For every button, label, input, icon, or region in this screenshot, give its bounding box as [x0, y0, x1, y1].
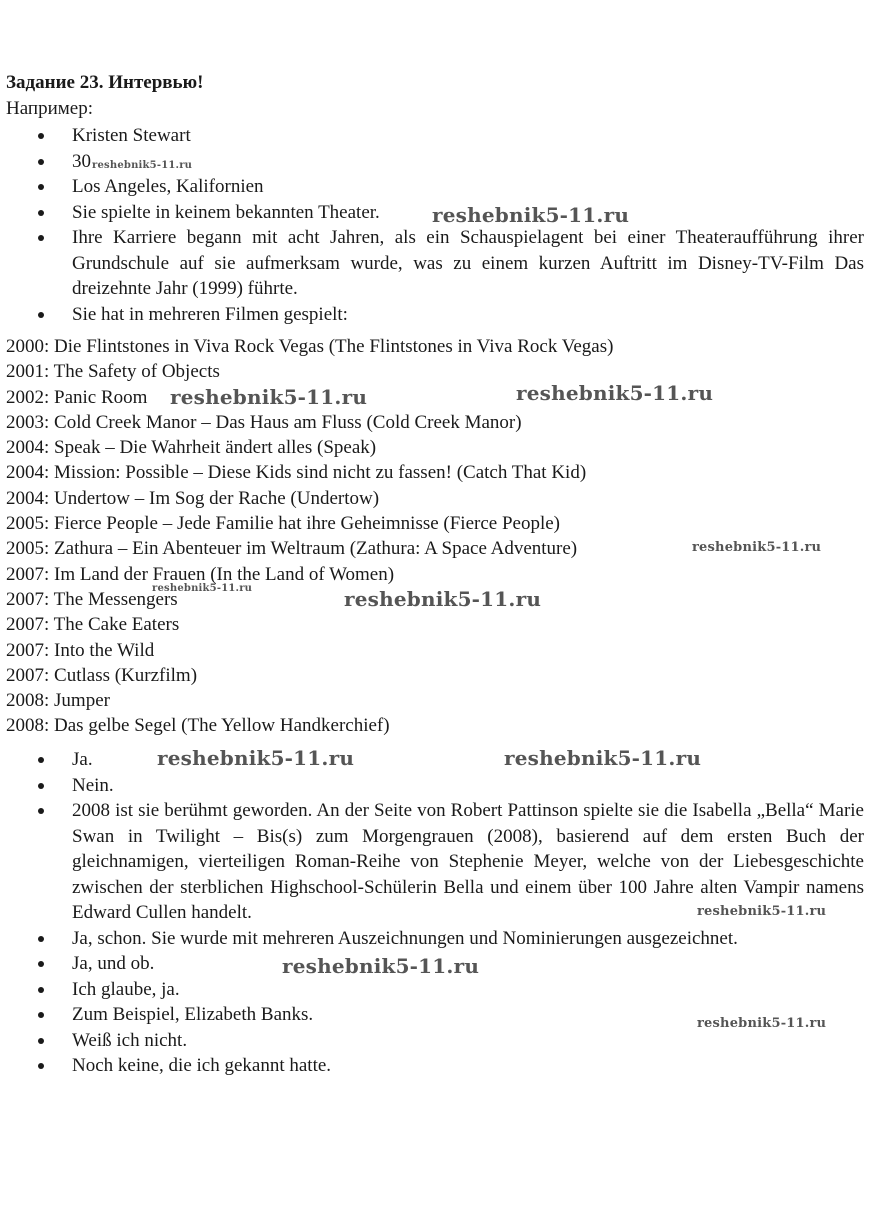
- film-entry: 2007: Into the Wild: [6, 639, 155, 661]
- watermark: reshebnik5-11.ru: [157, 746, 355, 770]
- film-entry: 2007: Cutlass (Kurzfilm): [6, 664, 198, 686]
- film-entry: 2007: The Messengers: [6, 588, 178, 610]
- task-heading: Задание 23. Интервью!: [6, 72, 204, 93]
- list-item: Ja, und ob.: [0, 951, 876, 977]
- watermark: reshebnik5-11.ru: [152, 583, 253, 594]
- bullet-icon: [38, 987, 44, 993]
- bullet-icon: [38, 235, 44, 241]
- film-entry: 2004: Undertow – Im Sog der Rache (Undertow): [6, 487, 380, 509]
- bullet-icon: [38, 133, 44, 139]
- list-item: 30: [0, 149, 876, 175]
- bullet-icon: [38, 312, 44, 318]
- film-entry: 2003: Cold Creek Manor – Das Haus am Fluss (Cold Creek Manor): [6, 411, 522, 433]
- watermark: reshebnik5-11.ru: [692, 540, 822, 555]
- film-entry: 2008: Jumper: [6, 690, 110, 712]
- film-entry: 2005: Fierce People – Jede Familie hat ihre Geheimnisse (Fierce People): [6, 513, 561, 535]
- list-item: 2008 ist sie berühmt geworden. An der Seite von Robert Pattinson spielte sie die Isabella „Bella“ Marie Swan in Twilight – Bis(s) zum Morgengrauen (2008), basierend auf dem ersten Buch der gleichnamigen, vierteiligen Roman-Reihe von Stephenie Meyer, welche von der Liebesgeschichte zwischen der sterblichen Highschool-Schülerin Bella und einem über 100 Jahre alten Vampir namens Edward Cullen handelt.: [0, 798, 876, 926]
- film-entry: 2002: Panic Room: [6, 386, 148, 408]
- intro-label: Например:: [6, 98, 93, 119]
- watermark: reshebnik5-11.ru: [516, 381, 714, 405]
- film-entry: 2001: The Safety of Objects: [6, 361, 220, 383]
- watermark: reshebnik5-11.ru: [504, 746, 702, 770]
- bullet-icon: [38, 1012, 44, 1018]
- bullet-icon: [38, 808, 44, 814]
- bullet-icon: [38, 210, 44, 216]
- bullet-icon: [38, 159, 44, 165]
- watermark: reshebnik5-11.ru: [697, 1016, 827, 1031]
- film-entry: 2000: Die Flintstones in Viva Rock Vegas (The Flintstones in Viva Rock Vegas): [6, 336, 614, 357]
- film-entry: 2004: Mission: Possible – Diese Kids sind nicht zu fassen! (Catch That Kid): [6, 462, 587, 484]
- list-item: Ich glaube, ja.: [0, 977, 876, 1003]
- list-item: Sie hat in mehreren Filmen gespielt:: [0, 302, 876, 328]
- list-item: Ja, schon. Sie wurde mit mehreren Auszeichnungen und Nominierungen ausgezeichnet.: [0, 926, 876, 952]
- list-item: Nein.: [0, 773, 876, 799]
- list-item: Ihre Karriere begann mit acht Jahren, als ein Schauspielagent bei einer Theateraufführung ihrer Grundschule auf sie aufmerksam wurde, was zu einem kurzen Auftritt im Disney-TV-Film Das dreizehnte Jahr (1999) führte.: [0, 225, 876, 302]
- film-entry: 2007: Im Land der Frauen (In the Land of Women): [6, 563, 395, 585]
- list-item: Sie spielte in keinem bekannten Theater.: [0, 200, 876, 226]
- list-item: Noch keine, die ich gekannt hatte.: [0, 1053, 876, 1079]
- list-item: Los Angeles, Kalifornien: [0, 174, 876, 200]
- film-entry: 2005: Zathura – Ein Abenteuer im Weltraum (Zathura: A Space Adventure): [6, 538, 578, 560]
- watermark: reshebnik5-11.ru: [344, 587, 542, 611]
- bullet-icon: [38, 1063, 44, 1069]
- watermark: reshebnik5-11.ru: [92, 160, 193, 171]
- list-item: Kristen Stewart: [0, 123, 876, 149]
- film-entry: 2004: Speak – Die Wahrheit ändert alles (Speak): [6, 437, 377, 459]
- bullet-icon: [38, 1038, 44, 1044]
- bullet-icon: [38, 936, 44, 942]
- watermark: reshebnik5-11.ru: [432, 203, 630, 227]
- list-item: Zum Beispiel, Elizabeth Banks.: [0, 1002, 876, 1028]
- bullet-icon: [38, 184, 44, 190]
- film-entry: 2007: The Cake Eaters: [6, 614, 180, 636]
- list-item: Weiß ich nicht.: [0, 1028, 876, 1054]
- watermark: reshebnik5-11.ru: [282, 954, 480, 978]
- watermark: reshebnik5-11.ru: [697, 904, 827, 919]
- bullet-icon: [38, 783, 44, 789]
- bullet-icon: [38, 757, 44, 763]
- list-item: Ja.: [0, 747, 876, 773]
- bullet-icon: [38, 961, 44, 967]
- watermark: reshebnik5-11.ru: [170, 385, 368, 409]
- film-entry: 2008: Das gelbe Segel (The Yellow Handkerchief): [6, 715, 390, 737]
